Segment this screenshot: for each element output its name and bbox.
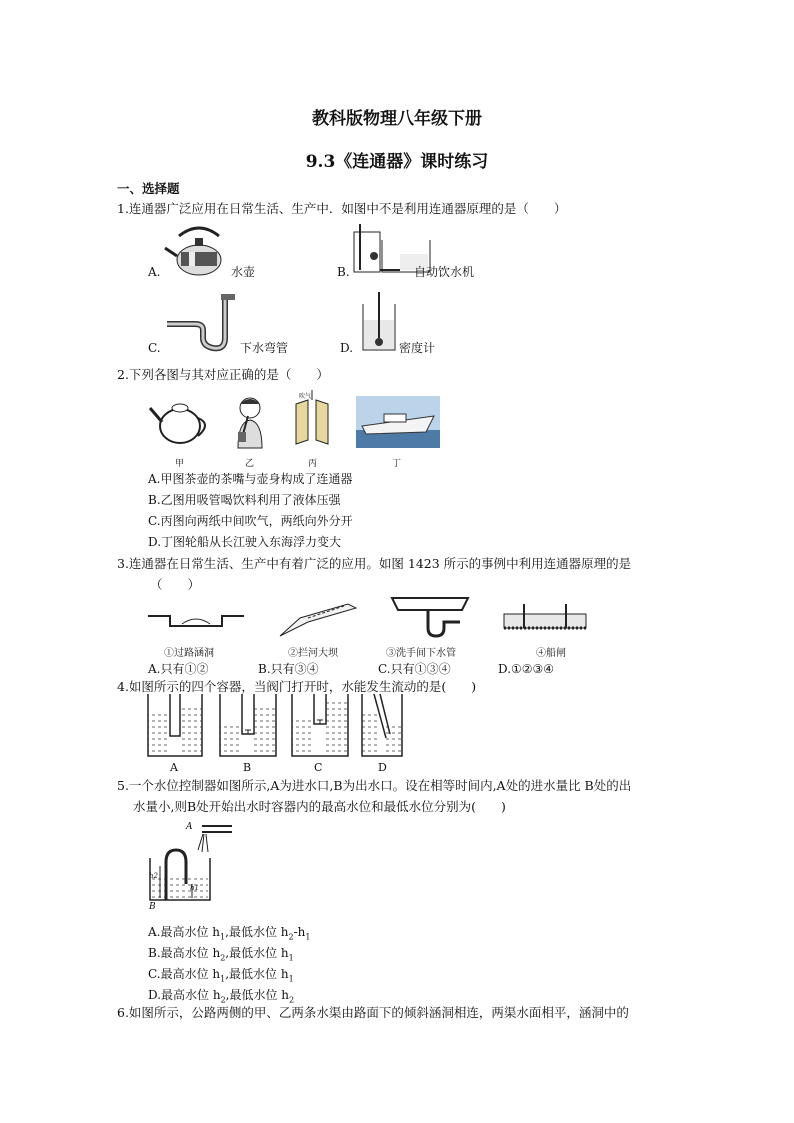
q5-option-c: C.最高水位 $h_1$,最低水位 $h_1$ (148, 967, 294, 984)
dam-figure (278, 596, 358, 640)
q4-label-b: B (243, 761, 252, 774)
ship-lock-figure (500, 600, 590, 640)
q1-option-b-letter: B. (337, 265, 350, 279)
q5-fig-label-h2: h2 (149, 872, 158, 880)
q2-option-c: C.丙图向两纸中间吹气，两纸向外分开 (148, 514, 353, 528)
q4-label-a: A (170, 761, 178, 774)
drain-pipe-figure (163, 292, 237, 352)
q2-option-b: B.乙图用吸管喝饮料利用了液体压强 (148, 493, 341, 507)
q2-fig-label-2: 乙 (245, 459, 255, 469)
q2-option-d: D.丁图轮船从长江驶入东海浮力变大 (148, 535, 342, 549)
q3-stem-line2: （ ） (150, 577, 201, 592)
four-containers-figure (146, 694, 406, 758)
q6-stem: 6.如图所示，公路两侧的甲、乙两条水渠由路面下的倾斜涵洞相连，两渠水面相平，涵洞中的 (117, 1005, 629, 1020)
teapot-figure (148, 396, 214, 450)
q2-fig-blow-label: 吹气 (299, 393, 312, 400)
q2-fig-label-4: 丁 (392, 459, 402, 469)
q5-stem-line2: 水量小,则B处开始出水时容器内的最高水位和最低水位分别为( ) (133, 799, 506, 814)
q5-fig-label-a: A (186, 822, 193, 832)
q1-option-d-label: 密度计 (399, 341, 436, 355)
q1-option-b-label: 自动饮水机 (414, 265, 475, 279)
girl-drinking-figure (232, 394, 270, 450)
q2-stem: 2.下列各图与其对应正确的是（ ） (117, 367, 329, 382)
water-level-controller-figure (146, 822, 242, 914)
q3-option-a: A.只有①② (148, 662, 209, 676)
q5-fig-label-h1: h1 (190, 884, 199, 892)
q3-caption-4: ④船闸 (536, 648, 566, 659)
q1-option-d-letter: D. (340, 341, 354, 355)
kettle-figure (163, 222, 235, 278)
paper-sheets-figure (290, 390, 336, 450)
q5-option-d: D.最高水位 $h_2$,最低水位 $h_2$ (148, 988, 295, 1005)
q5-stem-line1: 5.一个水位控制器如图所示,A为进水口,B为出水口。设在相等时间内,A处的进水量比 B处的出 (117, 778, 632, 793)
q1-option-a-label: 水壶 (231, 265, 256, 279)
q2-fig-label-1: 甲 (175, 459, 185, 469)
culvert-figure (148, 612, 244, 640)
q1-stem: 1.连通器广泛应用在日常生活、生产中．如图中不是利用连通器原理的是（ ） (117, 201, 567, 216)
section-heading: 一、选择题 (117, 181, 180, 196)
q3-option-c: C.只有①③④ (378, 662, 451, 676)
q4-stem: 4.如图所示的四个容器，当阀门打开时，水能发生流动的是( ) (117, 679, 477, 694)
ship-figure (356, 396, 440, 448)
page-title: 教科版物理八年级下册 (312, 109, 482, 129)
q1-option-c-label: 下水弯管 (240, 341, 289, 355)
hydrometer-figure (359, 290, 399, 352)
q4-label-c: C (314, 761, 323, 774)
q3-caption-1: ①过路涵洞 (164, 648, 214, 659)
q1-option-a-letter: A. (148, 265, 161, 279)
q3-caption-2: ②拦河大坝 (288, 648, 338, 659)
q3-option-b: B.只有③④ (258, 662, 319, 676)
q5-fig-label-b: B (149, 902, 156, 912)
q4-label-d: D (378, 761, 387, 774)
q2-fig-label-3: 丙 (308, 459, 318, 469)
sink-drain-figure (388, 592, 472, 640)
q5-option-b: B.最高水位 $h_2$,最低水位 $h_1$ (148, 946, 294, 963)
q2-option-a: A.甲图茶壶的茶嘴与壶身构成了连通器 (148, 472, 353, 486)
q1-option-c-letter: C. (148, 341, 161, 355)
q3-caption-3: ③洗手间下水管 (386, 648, 456, 659)
q3-option-d: D.①②③④ (498, 662, 555, 676)
q5-option-a: A.最高水位 $h_1$,最低水位 $h_2-h_1$ (148, 925, 311, 942)
page-subtitle: 9.3《连通器》课时练习 (305, 152, 489, 172)
q3-stem-line1: 3.连通器在日常生活、生产中有着广泛的应用。如图 1423 所示的事例中利用连通器原理的是 (117, 556, 632, 571)
